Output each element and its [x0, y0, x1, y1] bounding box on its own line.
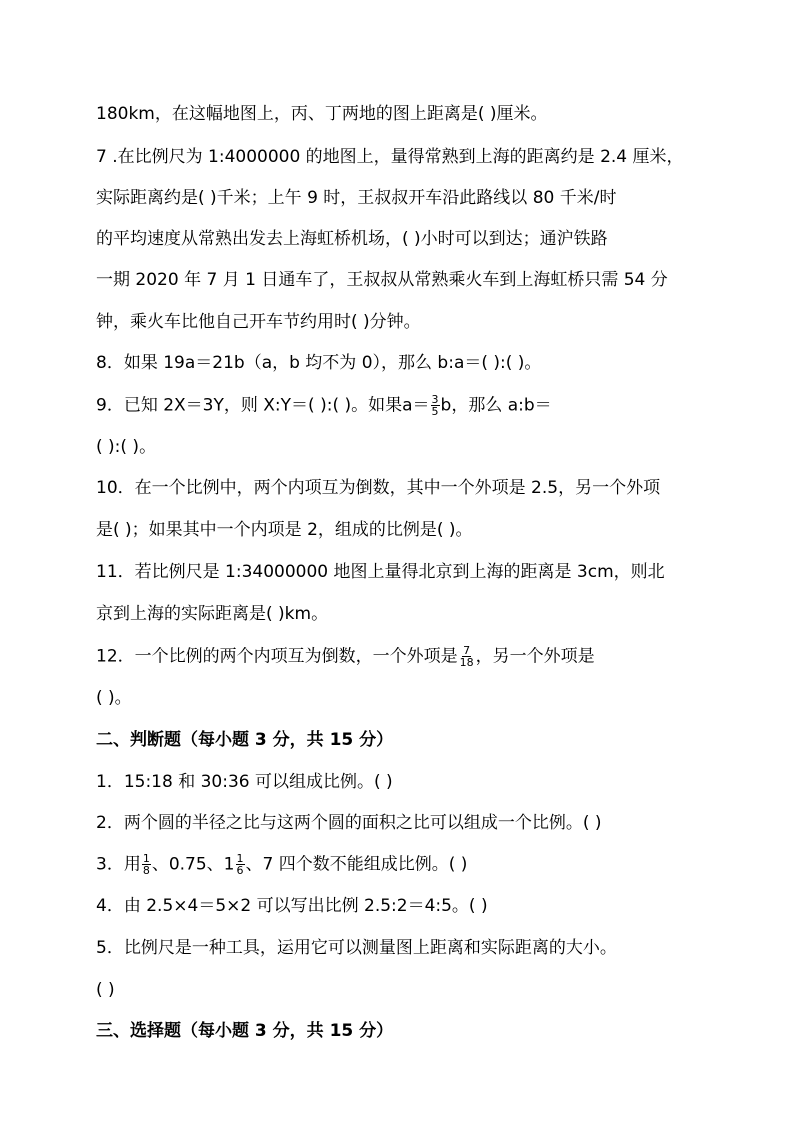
- tf-q5-line-1: 5．比例尺是一种工具，运用它可以测量图上距离和实际距离的大小。: [96, 938, 617, 958]
- tf-q3-text-after: 、7 四个数不能组成比例。( ): [245, 854, 468, 875]
- q12-fraction-denominator: 18: [459, 656, 474, 669]
- q12-text-after: ，另一个外项是: [475, 646, 595, 667]
- tf-q1-line: 1．15:18 和 30:36 可以组成比例。( ): [96, 772, 393, 792]
- q7-line-5: 钟，乘火车比他自己开车节约用时( )分钟。: [96, 312, 421, 332]
- q7-line-3: 的平均速度从常熟出发去上海虹桥机场，( )小时可以到达；通沪铁路: [96, 229, 608, 249]
- section-2-heading: 二、判断题（每小题 3 分，共 15 分）: [96, 730, 394, 750]
- q9-line-2: ( ):( )。: [96, 437, 157, 457]
- q9-text-before: 9．已知 2X＝3Y，则 X:Y＝( ):( )。如果a＝: [96, 395, 430, 416]
- q12-fraction-numerator: 7: [463, 644, 471, 657]
- q9-line-1: [96, 394, 734, 418]
- q11-line-1: 11．若比例尺是 1:34000000 地图上量得北京到上海的距离是 3cm，则北: [96, 562, 665, 582]
- q9-fraction: [431, 394, 440, 417]
- q6-continued-line: 180km，在这幅地图上，丙、丁两地的图上距离是( )厘米。: [96, 104, 548, 124]
- tf-q3-fraction-2: [236, 853, 245, 876]
- q12-line-1: [96, 645, 734, 669]
- tf-q3-fraction-2-denominator: 6: [236, 864, 244, 877]
- q7-line-4: 一期 2020 年 7 月 1 日通车了，王叔叔从常熟乘火车到上海虹桥只需 54 分: [96, 270, 668, 290]
- q9-fraction-numerator: 3: [431, 393, 439, 406]
- q10-line-2: 是( )；如果其中一个内项是 2，组成的比例是( )。: [96, 520, 473, 540]
- tf-q3-fraction-1-numerator: 1: [142, 852, 150, 865]
- tf-q3-fraction-2-numerator: 1: [236, 852, 244, 865]
- q9-text-after: b，那么 a:b＝: [440, 395, 552, 416]
- q12-line-2: ( )。: [96, 688, 132, 708]
- tf-q3-text-before: 3．用: [96, 854, 141, 875]
- q12-fraction: [459, 645, 475, 668]
- tf-q4-line: 4．由 2.5×4＝5×2 可以写出比例 2.5:2＝4:5。( ): [96, 896, 488, 916]
- tf-q2-line: 2．两个圆的半径之比与这两个圆的面积之比可以组成一个比例。( ): [96, 813, 602, 833]
- q10-line-1: 10．在一个比例中，两个内项互为倒数，其中一个外项是 2.5，另一个外项: [96, 478, 661, 498]
- q12-text-before: 12．一个比例的两个内项互为倒数，一个外项是: [96, 646, 458, 667]
- q7-line-1: 7 .在比例尺为 1:4000000 的地图上，量得常熟到上海的距离约是 2.4 厘米，: [96, 147, 684, 167]
- section-3-heading: 三、选择题（每小题 3 分，共 15 分）: [96, 1021, 394, 1041]
- q9-fraction-denominator: 5: [431, 405, 439, 418]
- tf-q3-fraction-1: [142, 853, 151, 876]
- tf-q5-line-2: ( ): [96, 980, 115, 1000]
- tf-q3-line: [96, 853, 734, 877]
- q7-line-2: 实际距离约是( )千米；上午 9 时，王叔叔开车沿此路线以 80 千米/时: [96, 188, 617, 208]
- tf-q3-text-mid: 、0.75、1: [151, 854, 235, 875]
- q8-line: 8．如果 19a＝21b（a，b 均不为 0），那么 b:a＝( ):( )。: [96, 353, 542, 373]
- tf-q3-fraction-1-denominator: 8: [142, 864, 150, 877]
- q11-line-2: 京到上海的实际距离是( )km。: [96, 604, 329, 624]
